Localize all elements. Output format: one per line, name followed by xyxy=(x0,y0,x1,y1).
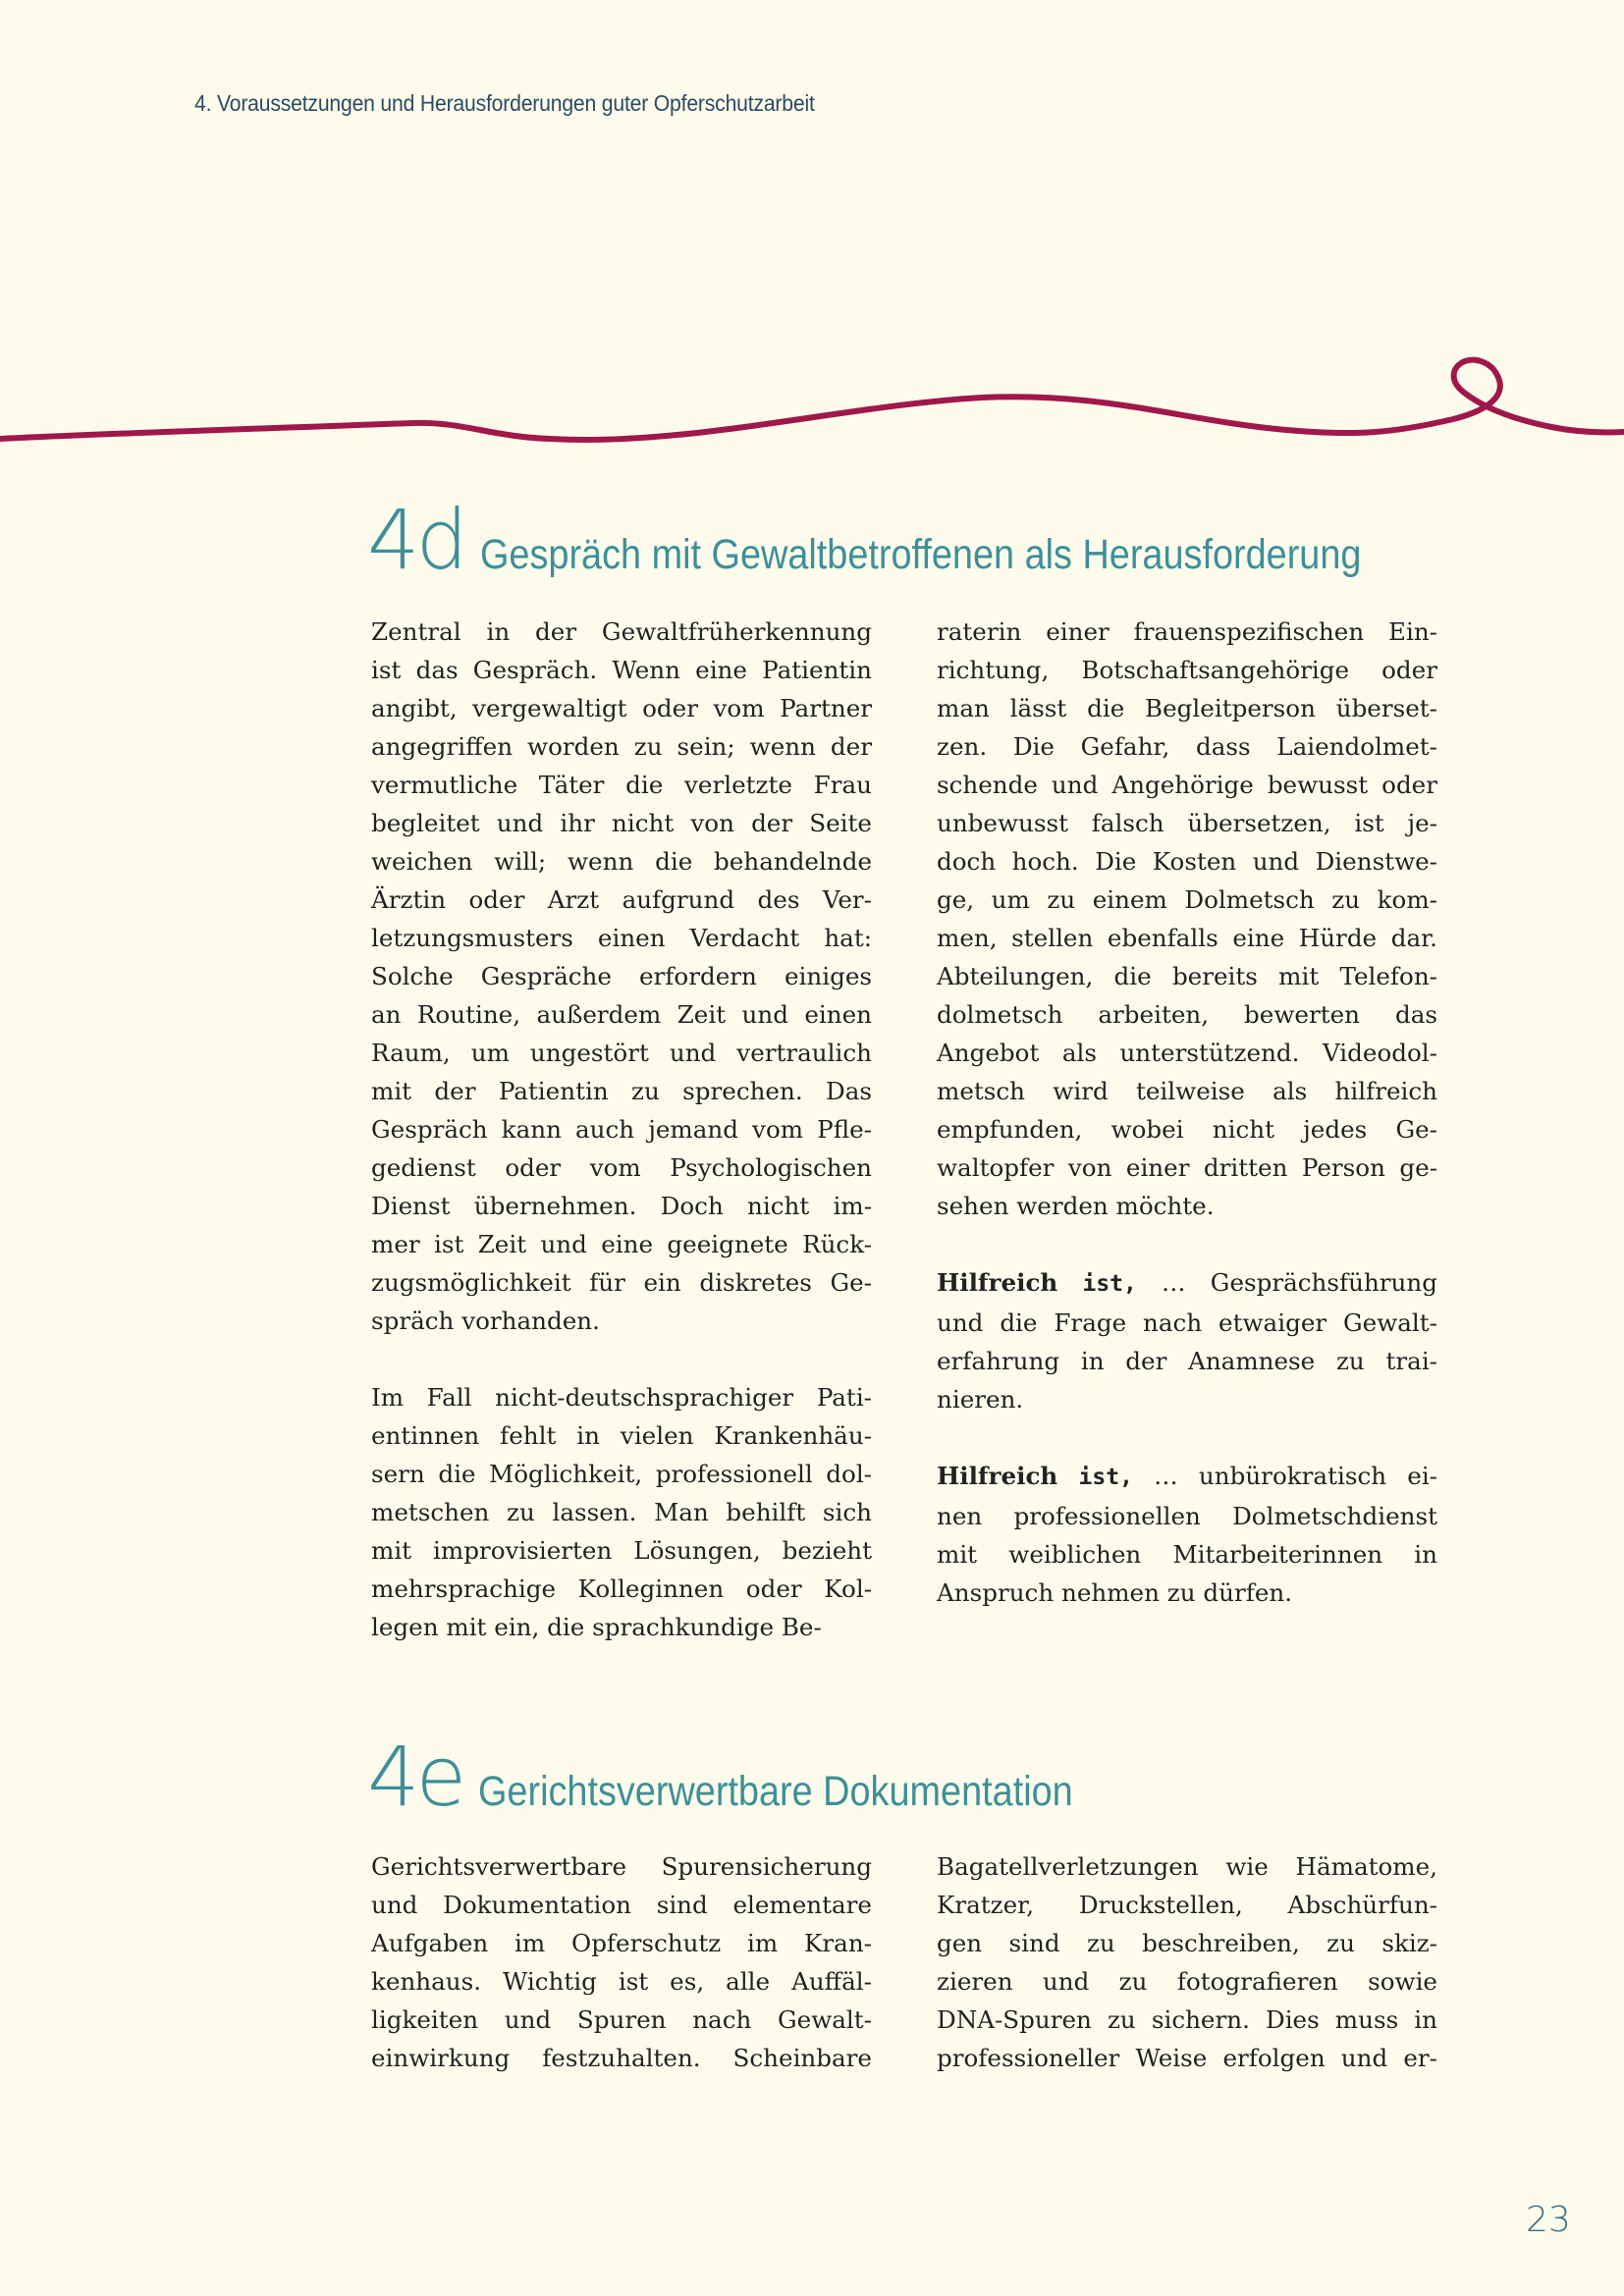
paragraph-gap xyxy=(371,1340,872,1378)
text-line: Abteilungen, die bereits mit Telefon- xyxy=(937,962,1437,990)
tip-1-keyword: ist, xyxy=(1082,1271,1137,1297)
text-line: Zentral in der Gewaltfrüherkennung xyxy=(371,617,872,646)
text-line: nieren. xyxy=(937,1385,1024,1414)
text-line: mit der Patientin zu sprechen. Das xyxy=(371,1077,872,1105)
text-line: zen. Die Gefahr, dass Laiendolmet- xyxy=(937,732,1437,761)
text-line: zugsmöglichkeit für ein diskretes Ge- xyxy=(371,1268,872,1297)
tip-1-lead: Hilfreich xyxy=(937,1268,1058,1297)
text-line: Angebot als unterstützend. Videodol- xyxy=(937,1039,1437,1067)
tip-1-rest: … Gesprächsführung xyxy=(1136,1268,1437,1297)
text-line: man lässt die Begleitperson überset- xyxy=(937,694,1437,722)
tip-2-first-line xyxy=(937,1457,1437,1497)
text-line: gen sind zu beschreiben, zu skiz- xyxy=(937,1929,1437,1957)
text-line: spräch vorhanden. xyxy=(371,1307,600,1335)
text-line: professioneller Weise erfolgen und er- xyxy=(937,2044,1437,2072)
section-4e-left-column xyxy=(371,1847,872,2077)
text-line: mit improvisierten Lösungen, bezieht xyxy=(371,1536,872,1565)
section-4e-right-column xyxy=(937,1847,1437,2077)
section-4d-left-column xyxy=(371,613,872,1646)
text-line: und die Frage nach etwaiger Gewalt- xyxy=(937,1308,1437,1337)
tip-2-keyword: ist, xyxy=(1078,1465,1133,1490)
text-line: Bagatellverletzungen wie Hämatome, xyxy=(937,1852,1437,1881)
text-line: zieren und zu fotografieren sowie xyxy=(937,1967,1437,1996)
text-line: an Routine, außerdem Zeit und einen xyxy=(371,1000,872,1029)
text-line: unbewusst falsch übersetzen, ist je- xyxy=(937,809,1437,837)
text-line: raterin einer frauenspezifischen Ein- xyxy=(937,617,1437,646)
running-header: 4. Voraussetzungen und Herausforderungen guter Opferschutzarbeit xyxy=(194,90,815,116)
text-line: Aufgaben im Opferschutz im Kran- xyxy=(371,1929,872,1957)
text-line: metsch wird teilweise als hilfreich xyxy=(937,1077,1437,1105)
text-line: und Dokumentation sind elementare xyxy=(371,1891,872,1919)
section-4d-right-column xyxy=(937,613,1437,1612)
section-4e-title: Gerichtsverwertbare Dokumentation xyxy=(478,1768,1073,1815)
text-line: Gerichtsverwertbare Spurensicherung xyxy=(371,1852,872,1881)
section-4d-title: Gespräch mit Gewaltbetroffenen als Herausforderung xyxy=(479,531,1362,578)
tip-2-lines xyxy=(937,1497,1437,1612)
red-rope-divider xyxy=(0,348,1624,456)
tip-2-rest: … unbürokratisch ei- xyxy=(1132,1462,1437,1490)
text-line: angegriffen worden zu sein; wenn der xyxy=(371,732,872,761)
text-line: begleitet und ihr nicht von der Seite xyxy=(371,809,872,837)
text-line: Anspruch nehmen zu dürfen. xyxy=(937,1578,1293,1607)
text-line: ge, um zu einem Dolmetsch zu kom- xyxy=(937,885,1437,914)
text-line: men, stellen ebenfalls eine Hürde dar. xyxy=(937,924,1437,952)
text-line: sern die Möglichkeit, professionell dol- xyxy=(371,1460,872,1488)
text-line: angibt, vergewaltigt oder vom Partner xyxy=(371,694,872,722)
section-4d-right-text xyxy=(937,613,1437,1225)
text-line: Kratzer, Druckstellen, Abschürfun- xyxy=(937,1891,1437,1919)
text-line: sehen werden möchte. xyxy=(937,1192,1215,1220)
text-line: legen mit ein, die sprachkundige Be- xyxy=(371,1613,822,1641)
page-number: 23 xyxy=(1526,2200,1571,2240)
text-line: ligkeiten und Spuren nach Gewalt- xyxy=(371,2005,872,2034)
tip-1-first-line xyxy=(937,1263,1437,1304)
section-4e-number: 4e xyxy=(367,1729,463,1825)
text-line: entinnen fehlt in vielen Krankenhäu- xyxy=(371,1421,872,1450)
text-line: Im Fall nicht-deutschsprachiger Pati- xyxy=(371,1383,872,1412)
text-line: erfahrung in der Anamnese zu trai- xyxy=(937,1347,1437,1375)
text-line: mit weiblichen Mitarbeiterinnen in xyxy=(937,1540,1437,1569)
text-line: doch hoch. Die Kosten und Dienstwe- xyxy=(937,847,1437,876)
text-line: Raum, um ungestört und vertraulich xyxy=(371,1039,872,1067)
text-line: ist das Gespräch. Wenn eine Patientin xyxy=(371,656,872,684)
text-line: waltopfer von einer dritten Person ge- xyxy=(937,1153,1437,1182)
text-line: Gespräch kann auch jemand vom Pfle- xyxy=(371,1115,872,1144)
section-4e-heading xyxy=(367,1729,1154,1825)
text-line: vermutliche Täter die verletzte Frau xyxy=(371,771,872,799)
text-line: gedienst oder vom Psychologischen xyxy=(371,1153,872,1182)
text-line: mer ist Zeit und eine geeignete Rück- xyxy=(371,1230,872,1258)
text-line: schende und Angehörige bewusst oder xyxy=(937,771,1437,799)
rope-line xyxy=(0,360,1624,440)
tip-2-lead: Hilfreich xyxy=(937,1462,1058,1490)
section-4d-heading xyxy=(367,492,1482,588)
text-line: Dienst übernehmen. Doch nicht im- xyxy=(371,1192,872,1220)
text-line: DNA-Spuren zu sichern. Dies muss in xyxy=(937,2005,1437,2034)
text-line: dolmetsch arbeiten, bewerten das xyxy=(937,1000,1437,1029)
text-line: richtung, Botschaftsangehörige oder xyxy=(937,656,1437,684)
section-4d-number: 4d xyxy=(367,492,464,588)
text-line: Ärztin oder Arzt aufgrund des Ver- xyxy=(371,885,872,914)
text-line: weichen will; wenn die behandelnde xyxy=(371,847,872,876)
text-line: metschen zu lassen. Man behilft sich xyxy=(371,1498,872,1526)
text-line: mehrsprachige Kolleginnen oder Kol- xyxy=(371,1575,872,1603)
text-line: kenhaus. Wichtig ist es, alle Auffäl- xyxy=(371,1967,872,1996)
text-line: nen professionellen Dolmetschdienst xyxy=(937,1502,1437,1530)
text-line: letzungsmusters einen Verdacht hat: xyxy=(371,924,872,952)
tip-1-lines xyxy=(937,1304,1437,1418)
text-line: Solche Gespräche erfordern einiges xyxy=(371,962,872,990)
text-line: einwirkung festzuhalten. Scheinbare xyxy=(371,2044,872,2072)
text-line: empfunden, wobei nicht jedes Ge- xyxy=(937,1115,1437,1144)
